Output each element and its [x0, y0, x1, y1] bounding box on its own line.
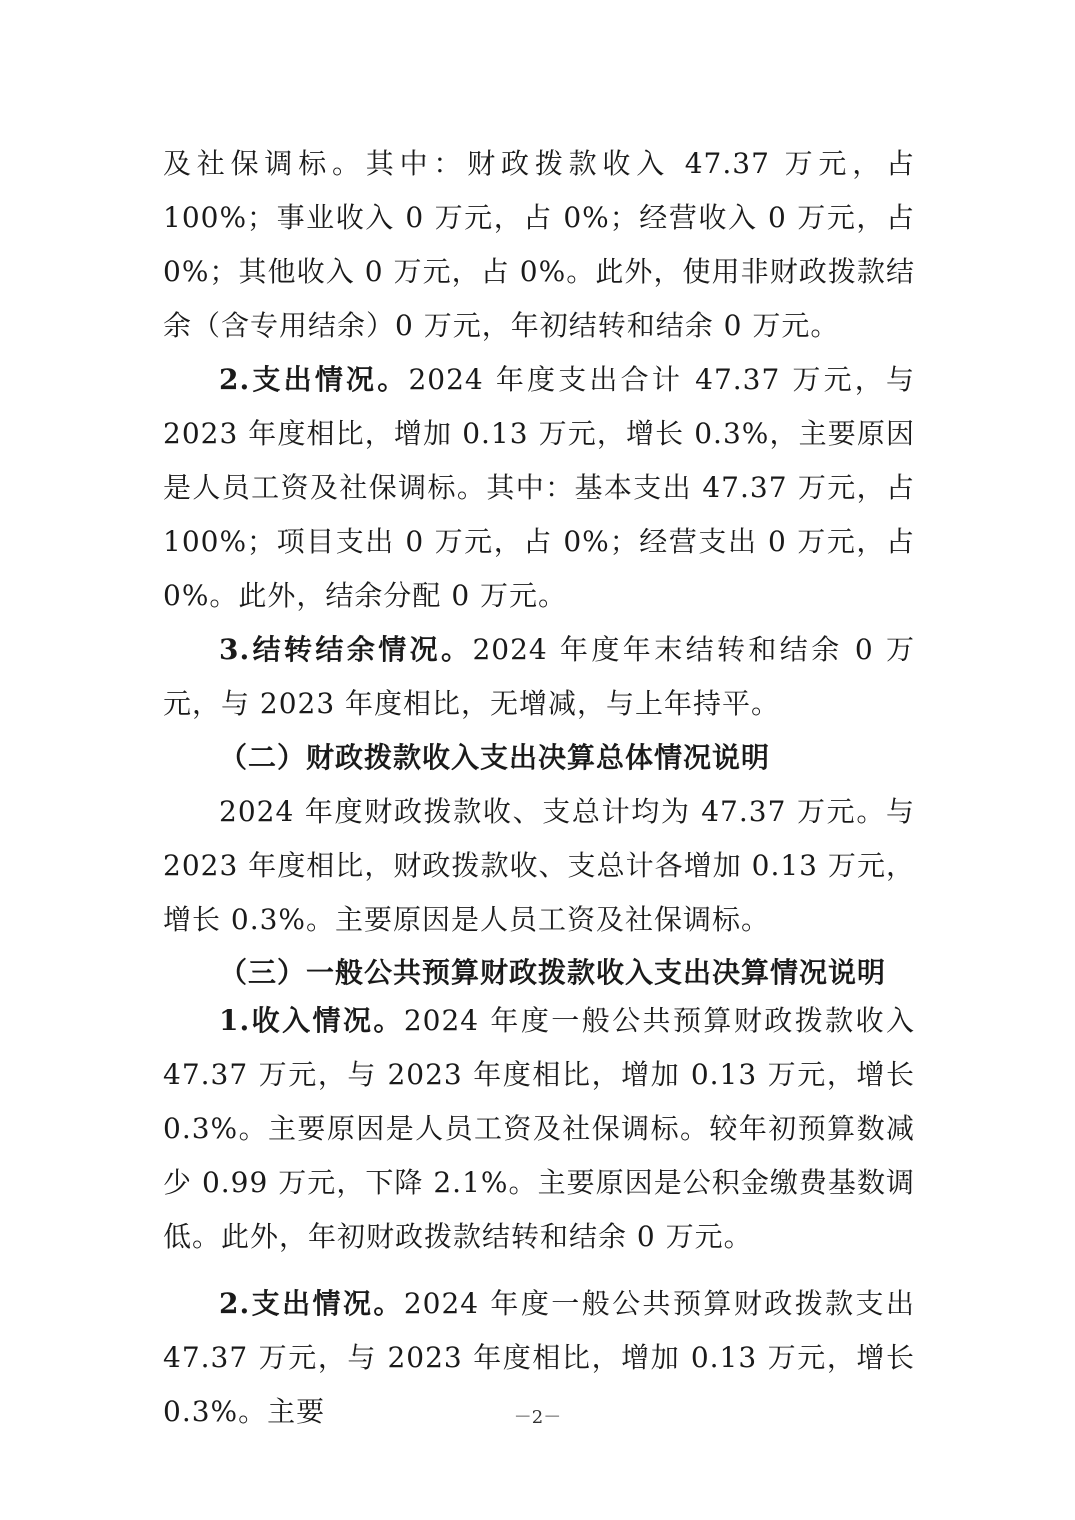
general-budget-income-label: 1.收入情况。	[219, 1004, 404, 1037]
general-budget-expense-label: 2.支出情况。	[219, 1287, 404, 1320]
expense-label: 2.支出情况。	[219, 363, 409, 396]
section-three-heading: （三）一般公共预算财政拨款收入支出决算情况说明	[219, 956, 887, 989]
general-budget-income-paragraph	[163, 994, 915, 1264]
income-paragraph-tail: 及社保调标。其中：财政拨款收入 47.37 万元，占 100%；事业收入 0 万元，占 0%；经营收入 0 万元，占 0%；其他收入 0 万元，占 0%。此外，使用非财政拨款结余（含专用结余）0 万元，年初结转和结余 0 万元。	[163, 147, 915, 342]
carryover-paragraph	[163, 623, 915, 731]
page-number: －2－	[513, 1407, 562, 1428]
expense-paragraph	[163, 353, 915, 623]
carryover-text: 2024 年度年末结转和结余 0 万元，与 2023 年度相比，无增减，与上年持平。	[163, 633, 916, 720]
general-budget-expense-text: 2024 年度一般公共预算财政拨款支出 47.37 万元，与 2023 年度相比，增加 0.13 万元，增长 0.3%。主要	[163, 1287, 915, 1428]
section-two-heading: （二）财政拨款收入支出决算总体情况说明	[219, 741, 771, 774]
carryover-label: 3.结转结余情况。	[219, 633, 473, 666]
section-two-paragraph: 2024 年度财政拨款收、支总计均为 47.37 万元。与 2023 年度相比，财政拨款收、支总计各增加 0.13 万元，增长 0.3%。主要原因是人员工资及社保调标。	[163, 795, 915, 936]
expense-text: 2024 年度支出合计 47.37 万元，与 2023 年度相比，增加 0.13 万元，增长 0.3%，主要原因是人员工资及社保调标。其中：基本支出 47.37 万元，占 100%；项目支出 0 万元，占 0%；经营支出 0 万元，占 0%。此外，结余分配 0 万元。	[163, 363, 915, 612]
general-budget-income-text: 2024 年度一般公共预算财政拨款收入 47.37 万元，与 2023 年度相比，增加 0.13 万元，增长 0.3%。主要原因是人员工资及社保调标。较年初预算数减少 0.99 万元，下降 2.1%。主要原因是公积金缴费基数调低。此外，年初财政拨款结转和结余 0 万元。	[163, 1004, 915, 1253]
